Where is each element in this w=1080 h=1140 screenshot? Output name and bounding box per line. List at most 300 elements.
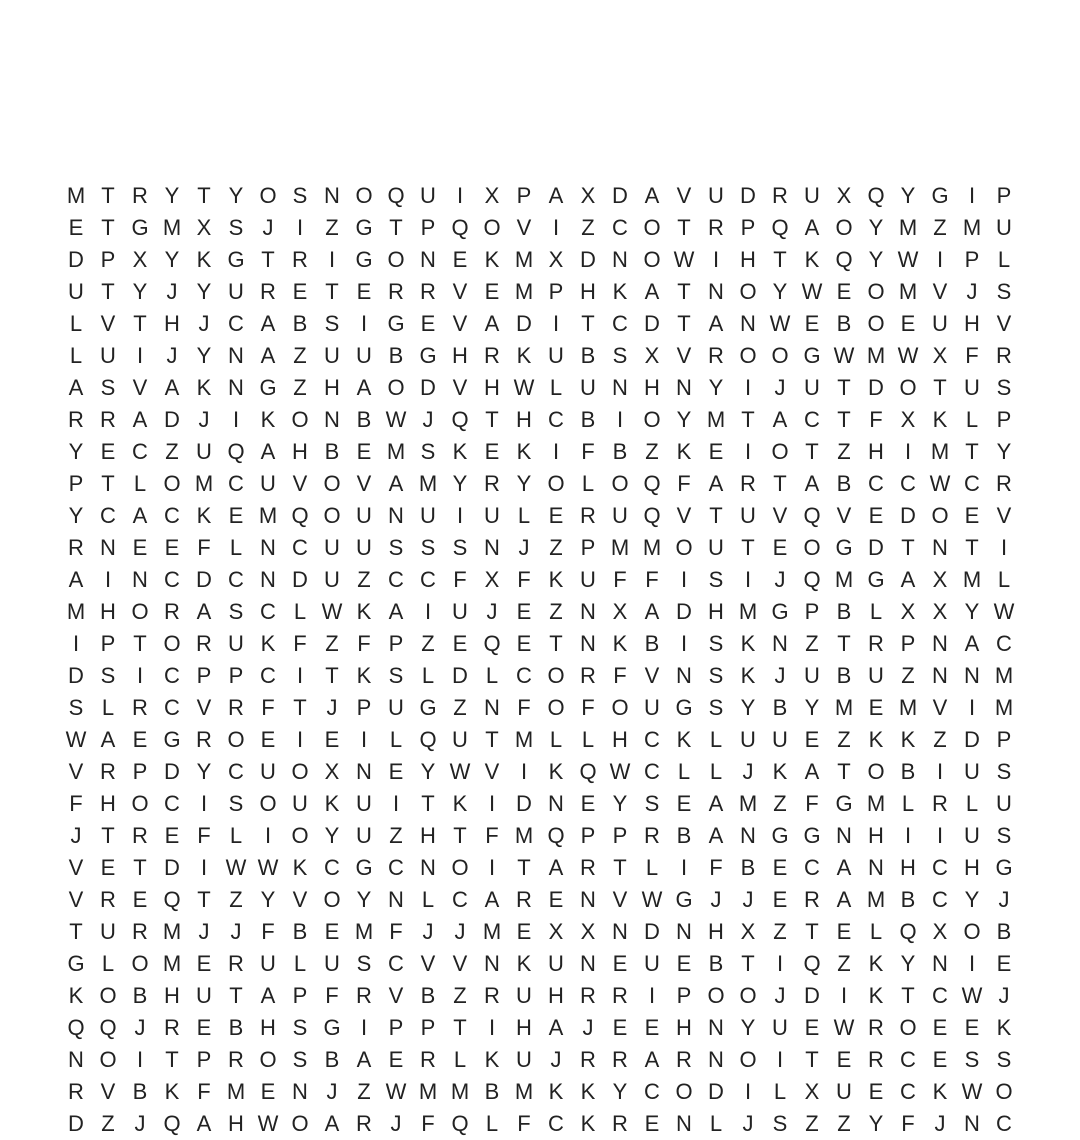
letter-cell[interactable]: D [164, 855, 180, 880]
letter-cell[interactable]: O [611, 695, 629, 720]
letter-cell[interactable]: O [867, 279, 885, 304]
letter-cell[interactable]: E [868, 503, 884, 528]
letter-cell[interactable]: T [837, 407, 851, 432]
letter-cell[interactable]: N [420, 247, 436, 272]
letter-cell[interactable]: T [901, 535, 915, 560]
letter-cell[interactable]: H [164, 311, 180, 336]
letter-cell[interactable]: E [804, 727, 820, 752]
letter-cell[interactable]: Y [68, 439, 84, 464]
letter-cell[interactable]: M [898, 695, 918, 720]
letter-cell[interactable]: K [868, 727, 884, 752]
letter-cell[interactable]: L [901, 791, 915, 816]
letter-cell[interactable]: K [580, 1111, 596, 1136]
letter-cell[interactable]: P [356, 695, 372, 720]
letter-cell[interactable]: X [836, 183, 852, 208]
letter-cell[interactable]: L [965, 407, 979, 432]
letter-cell[interactable]: S [708, 663, 724, 688]
letter-cell[interactable]: U [548, 951, 564, 976]
letter-cell[interactable]: C [996, 1111, 1012, 1136]
letter-cell[interactable]: V [996, 311, 1012, 336]
letter-cell[interactable]: N [740, 311, 756, 336]
letter-cell[interactable]: F [197, 823, 211, 848]
letter-cell[interactable]: E [100, 439, 116, 464]
letter-cell[interactable]: E [644, 1111, 660, 1136]
letter-cell[interactable]: V [292, 471, 308, 496]
letter-cell[interactable]: F [69, 791, 83, 816]
letter-cell[interactable]: D [676, 599, 692, 624]
letter-cell[interactable]: U [964, 759, 980, 784]
letter-cell[interactable]: T [741, 535, 755, 560]
letter-cell[interactable]: L [69, 311, 83, 336]
letter-cell[interactable]: S [292, 1047, 308, 1072]
letter-cell[interactable]: S [388, 663, 404, 688]
letter-cell[interactable]: D [164, 759, 180, 784]
letter-cell[interactable]: P [388, 1015, 404, 1040]
letter-cell[interactable]: W [929, 471, 951, 496]
letter-cell[interactable]: Z [357, 1079, 371, 1104]
letter-cell[interactable]: Q [547, 823, 565, 848]
letter-cell[interactable]: P [740, 215, 756, 240]
letter-cell[interactable]: Q [291, 503, 309, 528]
letter-cell[interactable]: U [324, 567, 340, 592]
letter-cell[interactable]: Y [676, 407, 692, 432]
letter-cell[interactable]: P [68, 471, 84, 496]
letter-cell[interactable]: M [898, 279, 918, 304]
letter-cell[interactable]: D [740, 183, 756, 208]
letter-cell[interactable]: Z [389, 823, 403, 848]
letter-cell[interactable]: A [804, 759, 820, 784]
letter-cell[interactable]: S [356, 951, 372, 976]
letter-cell[interactable]: X [740, 919, 756, 944]
letter-cell[interactable]: F [581, 439, 595, 464]
letter-cell[interactable]: T [133, 855, 147, 880]
letter-cell[interactable]: I [936, 759, 944, 784]
letter-cell[interactable]: E [68, 215, 84, 240]
letter-cell[interactable]: T [549, 631, 563, 656]
letter-cell[interactable]: B [420, 983, 436, 1008]
letter-cell[interactable]: R [228, 1047, 244, 1072]
letter-cell[interactable]: A [644, 1047, 660, 1072]
letter-cell[interactable]: T [677, 215, 691, 240]
letter-cell[interactable]: R [996, 343, 1012, 368]
letter-cell[interactable]: E [836, 279, 852, 304]
letter-cell[interactable]: I [552, 439, 560, 464]
letter-cell[interactable]: Y [420, 759, 436, 784]
letter-cell[interactable]: G [675, 695, 693, 720]
letter-cell[interactable]: F [901, 1111, 915, 1136]
letter-cell[interactable]: Y [964, 887, 980, 912]
letter-cell[interactable]: Q [227, 439, 245, 464]
letter-cell[interactable]: R [420, 279, 436, 304]
letter-cell[interactable]: T [965, 439, 979, 464]
letter-cell[interactable]: B [836, 471, 852, 496]
letter-cell[interactable]: J [742, 887, 754, 912]
letter-cell[interactable]: G [835, 791, 853, 816]
letter-cell[interactable]: O [131, 791, 149, 816]
letter-cell[interactable]: Q [387, 183, 405, 208]
letter-cell[interactable]: Y [196, 759, 212, 784]
letter-cell[interactable]: I [680, 567, 688, 592]
letter-cell[interactable]: F [421, 1111, 435, 1136]
letter-cell[interactable]: Y [228, 183, 244, 208]
letter-cell[interactable]: P [228, 663, 244, 688]
letter-cell[interactable]: L [549, 375, 563, 400]
letter-cell[interactable]: N [836, 823, 852, 848]
letter-cell[interactable]: P [420, 215, 436, 240]
letter-cell[interactable]: U [612, 503, 628, 528]
letter-cell[interactable]: Z [101, 1111, 115, 1136]
letter-cell[interactable]: U [516, 983, 532, 1008]
letter-cell[interactable]: T [197, 183, 211, 208]
letter-cell[interactable]: R [676, 1047, 692, 1072]
letter-cell[interactable]: W [801, 279, 823, 304]
letter-cell[interactable]: G [675, 887, 693, 912]
letter-cell[interactable]: E [484, 439, 500, 464]
letter-cell[interactable]: U [356, 791, 372, 816]
letter-cell[interactable]: A [804, 215, 820, 240]
letter-cell[interactable]: O [163, 631, 181, 656]
letter-cell[interactable]: F [677, 471, 691, 496]
letter-cell[interactable]: F [197, 1079, 211, 1104]
letter-cell[interactable]: W [897, 247, 919, 272]
letter-cell[interactable]: E [772, 855, 788, 880]
letter-cell[interactable]: B [228, 1015, 244, 1040]
letter-cell[interactable]: E [388, 759, 404, 784]
letter-cell[interactable]: C [292, 535, 308, 560]
letter-cell[interactable]: W [961, 1079, 983, 1104]
letter-cell[interactable]: R [68, 535, 84, 560]
letter-cell[interactable]: X [644, 343, 660, 368]
letter-cell[interactable]: Z [549, 599, 563, 624]
letter-cell[interactable]: A [68, 567, 84, 592]
letter-cell[interactable]: Y [612, 1079, 628, 1104]
letter-cell[interactable]: I [360, 727, 368, 752]
letter-cell[interactable]: A [644, 183, 660, 208]
letter-cell[interactable]: T [677, 311, 691, 336]
letter-cell[interactable]: R [388, 279, 404, 304]
letter-cell[interactable]: D [164, 407, 180, 432]
letter-cell[interactable]: J [198, 407, 210, 432]
letter-cell[interactable]: T [741, 951, 755, 976]
letter-cell[interactable]: A [132, 503, 148, 528]
letter-cell[interactable]: M [706, 407, 726, 432]
letter-cell[interactable]: J [998, 887, 1010, 912]
letter-cell[interactable]: K [452, 439, 468, 464]
letter-cell[interactable]: K [932, 407, 948, 432]
letter-cell[interactable]: I [744, 1079, 752, 1104]
letter-cell[interactable]: D [68, 663, 84, 688]
letter-cell[interactable]: K [740, 631, 756, 656]
letter-cell[interactable]: R [580, 663, 596, 688]
letter-cell[interactable]: V [292, 887, 308, 912]
letter-cell[interactable]: V [356, 471, 372, 496]
letter-cell[interactable]: S [996, 759, 1012, 784]
letter-cell[interactable]: E [164, 823, 180, 848]
letter-cell[interactable]: B [708, 951, 724, 976]
letter-cell[interactable]: F [261, 695, 275, 720]
letter-cell[interactable]: X [932, 919, 948, 944]
letter-cell[interactable]: N [580, 951, 596, 976]
letter-cell[interactable]: E [548, 503, 564, 528]
letter-cell[interactable]: F [453, 567, 467, 592]
letter-cell[interactable]: C [260, 599, 276, 624]
letter-cell[interactable]: S [996, 1047, 1012, 1072]
letter-cell[interactable]: L [421, 887, 435, 912]
letter-cell[interactable]: T [101, 183, 115, 208]
letter-cell[interactable]: J [774, 567, 786, 592]
letter-cell[interactable]: Z [773, 919, 787, 944]
letter-cell[interactable]: R [868, 1047, 884, 1072]
letter-cell[interactable]: I [904, 439, 912, 464]
letter-cell[interactable]: N [932, 951, 948, 976]
letter-cell[interactable]: K [356, 599, 372, 624]
letter-cell[interactable]: R [612, 983, 628, 1008]
letter-cell[interactable]: A [836, 855, 852, 880]
letter-cell[interactable]: R [804, 887, 820, 912]
letter-cell[interactable]: T [805, 439, 819, 464]
letter-cell[interactable]: X [612, 599, 628, 624]
letter-cell[interactable]: T [101, 823, 115, 848]
letter-cell[interactable]: V [420, 951, 436, 976]
letter-cell[interactable]: J [166, 343, 178, 368]
letter-cell[interactable]: A [388, 599, 404, 624]
letter-cell[interactable]: S [420, 439, 436, 464]
letter-cell[interactable]: F [645, 567, 659, 592]
letter-cell[interactable]: Q [835, 247, 853, 272]
letter-cell[interactable]: V [68, 887, 84, 912]
letter-cell[interactable]: Y [740, 1015, 756, 1040]
letter-cell[interactable]: K [484, 1047, 500, 1072]
letter-cell[interactable]: I [328, 247, 336, 272]
letter-cell[interactable]: C [228, 311, 244, 336]
letter-cell[interactable]: I [776, 951, 784, 976]
letter-cell[interactable]: V [484, 759, 500, 784]
letter-cell[interactable]: S [996, 375, 1012, 400]
letter-cell[interactable]: W [897, 343, 919, 368]
letter-cell[interactable]: U [740, 727, 756, 752]
letter-cell[interactable]: I [456, 503, 464, 528]
letter-cell[interactable]: O [643, 215, 661, 240]
letter-cell[interactable]: E [196, 951, 212, 976]
letter-cell[interactable]: D [516, 311, 532, 336]
letter-cell[interactable]: I [904, 823, 912, 848]
letter-cell[interactable]: O [163, 471, 181, 496]
letter-cell[interactable]: B [836, 311, 852, 336]
letter-cell[interactable]: Q [803, 567, 821, 592]
letter-cell[interactable]: A [196, 599, 212, 624]
letter-cell[interactable]: N [292, 1079, 308, 1104]
letter-cell[interactable]: S [228, 215, 244, 240]
letter-cell[interactable]: M [834, 567, 854, 592]
letter-cell[interactable]: I [488, 1015, 496, 1040]
letter-cell[interactable]: Z [805, 1111, 819, 1136]
letter-cell[interactable]: U [740, 503, 756, 528]
letter-cell[interactable]: C [164, 567, 180, 592]
letter-cell[interactable]: I [232, 407, 240, 432]
letter-cell[interactable]: E [612, 951, 628, 976]
letter-cell[interactable]: A [708, 791, 724, 816]
letter-cell[interactable]: I [72, 631, 80, 656]
letter-cell[interactable]: O [131, 951, 149, 976]
letter-cell[interactable]: C [228, 567, 244, 592]
letter-cell[interactable]: W [225, 855, 247, 880]
letter-cell[interactable]: L [485, 1111, 499, 1136]
letter-cell[interactable]: C [164, 791, 180, 816]
letter-cell[interactable]: I [968, 951, 976, 976]
letter-cell[interactable]: F [709, 855, 723, 880]
letter-cell[interactable]: Y [900, 183, 916, 208]
letter-cell[interactable]: F [613, 663, 627, 688]
letter-cell[interactable]: D [644, 311, 660, 336]
letter-cell[interactable]: F [389, 919, 403, 944]
letter-cell[interactable]: Q [643, 503, 661, 528]
letter-cell[interactable]: I [840, 983, 848, 1008]
letter-cell[interactable]: Q [67, 1015, 85, 1040]
letter-cell[interactable]: E [516, 599, 532, 624]
letter-cell[interactable]: T [229, 983, 243, 1008]
letter-cell[interactable]: G [323, 1015, 341, 1040]
letter-cell[interactable]: S [708, 631, 724, 656]
letter-cell[interactable]: S [612, 343, 628, 368]
letter-cell[interactable]: U [100, 919, 116, 944]
letter-cell[interactable]: I [680, 855, 688, 880]
letter-cell[interactable]: N [100, 535, 116, 560]
letter-cell[interactable]: Y [260, 887, 276, 912]
letter-cell[interactable]: Q [803, 503, 821, 528]
letter-cell[interactable]: U [804, 183, 820, 208]
letter-cell[interactable]: C [228, 759, 244, 784]
letter-cell[interactable]: N [324, 407, 340, 432]
letter-cell[interactable]: H [228, 1111, 244, 1136]
letter-cell[interactable]: O [227, 727, 245, 752]
letter-cell[interactable]: S [68, 695, 84, 720]
letter-cell[interactable]: V [68, 759, 84, 784]
letter-cell[interactable]: S [228, 791, 244, 816]
letter-cell[interactable]: H [100, 599, 116, 624]
letter-cell[interactable]: K [356, 663, 372, 688]
letter-cell[interactable]: G [803, 343, 821, 368]
letter-cell[interactable]: Y [164, 183, 180, 208]
letter-cell[interactable]: D [516, 791, 532, 816]
letter-cell[interactable]: V [676, 343, 692, 368]
letter-cell[interactable]: B [900, 759, 916, 784]
letter-cell[interactable]: G [387, 311, 405, 336]
letter-cell[interactable]: O [547, 695, 565, 720]
letter-cell[interactable]: M [994, 663, 1014, 688]
letter-cell[interactable]: B [132, 1079, 148, 1104]
letter-cell[interactable]: Y [708, 375, 724, 400]
letter-cell[interactable]: Y [996, 439, 1012, 464]
letter-cell[interactable]: T [261, 247, 275, 272]
letter-cell[interactable]: M [866, 887, 886, 912]
letter-cell[interactable]: L [997, 567, 1011, 592]
letter-cell[interactable]: H [964, 311, 980, 336]
letter-cell[interactable]: R [228, 951, 244, 976]
letter-cell[interactable]: U [420, 503, 436, 528]
letter-cell[interactable]: L [293, 951, 307, 976]
letter-cell[interactable]: W [449, 759, 471, 784]
letter-cell[interactable]: Z [421, 631, 435, 656]
letter-cell[interactable]: L [293, 599, 307, 624]
letter-cell[interactable]: N [708, 1047, 724, 1072]
letter-cell[interactable]: Y [868, 215, 884, 240]
letter-cell[interactable]: X [484, 183, 500, 208]
letter-cell[interactable]: T [453, 1015, 467, 1040]
letter-cell[interactable]: I [488, 855, 496, 880]
letter-cell[interactable]: E [388, 1047, 404, 1072]
letter-cell[interactable]: E [772, 535, 788, 560]
letter-cell[interactable]: B [292, 311, 308, 336]
letter-cell[interactable]: B [292, 919, 308, 944]
letter-cell[interactable]: Y [516, 471, 532, 496]
letter-cell[interactable]: A [196, 1111, 212, 1136]
letter-cell[interactable]: R [580, 1047, 596, 1072]
letter-cell[interactable]: R [356, 1111, 372, 1136]
letter-cell[interactable]: Y [900, 951, 916, 976]
letter-cell[interactable]: E [324, 919, 340, 944]
letter-cell[interactable]: E [164, 535, 180, 560]
letter-cell[interactable]: L [869, 919, 883, 944]
letter-cell[interactable]: N [388, 503, 404, 528]
letter-cell[interactable]: M [418, 1079, 438, 1104]
letter-cell[interactable]: O [291, 823, 309, 848]
letter-cell[interactable]: A [548, 1015, 564, 1040]
letter-cell[interactable]: C [100, 503, 116, 528]
letter-cell[interactable]: D [68, 247, 84, 272]
letter-cell[interactable]: M [514, 247, 534, 272]
letter-cell[interactable]: N [228, 375, 244, 400]
letter-cell[interactable]: P [900, 631, 916, 656]
letter-cell[interactable]: U [228, 279, 244, 304]
letter-cell[interactable]: C [900, 471, 916, 496]
letter-cell[interactable]: W [513, 375, 535, 400]
letter-cell[interactable]: U [996, 791, 1012, 816]
letter-cell[interactable]: M [66, 183, 86, 208]
letter-cell[interactable]: U [324, 951, 340, 976]
letter-cell[interactable]: T [421, 791, 435, 816]
letter-cell[interactable]: L [69, 343, 83, 368]
letter-cell[interactable]: W [257, 855, 279, 880]
letter-cell[interactable]: R [292, 247, 308, 272]
letter-cell[interactable]: D [964, 727, 980, 752]
letter-cell[interactable]: E [580, 791, 596, 816]
letter-cell[interactable]: A [484, 311, 500, 336]
letter-cell[interactable]: J [326, 695, 338, 720]
letter-cell[interactable]: A [900, 567, 916, 592]
letter-cell[interactable]: Z [837, 951, 851, 976]
letter-cell[interactable]: E [324, 727, 340, 752]
letter-cell[interactable]: R [100, 887, 116, 912]
letter-cell[interactable]: C [612, 215, 628, 240]
letter-cell[interactable]: U [964, 823, 980, 848]
letter-cell[interactable]: B [132, 983, 148, 1008]
letter-cell[interactable]: F [805, 791, 819, 816]
letter-cell[interactable]: C [228, 471, 244, 496]
letter-cell[interactable]: C [996, 631, 1012, 656]
letter-cell[interactable]: N [612, 247, 628, 272]
letter-cell[interactable]: D [196, 567, 212, 592]
letter-cell[interactable]: A [356, 1047, 372, 1072]
letter-cell[interactable]: Y [612, 791, 628, 816]
letter-cell[interactable]: D [868, 375, 884, 400]
letter-cell[interactable]: D [804, 983, 820, 1008]
letter-cell[interactable]: H [452, 343, 468, 368]
letter-cell[interactable]: I [200, 855, 208, 880]
letter-cell[interactable]: E [900, 311, 916, 336]
letter-cell[interactable]: O [99, 1047, 117, 1072]
letter-cell[interactable]: E [132, 535, 148, 560]
letter-cell[interactable]: Q [163, 1111, 181, 1136]
